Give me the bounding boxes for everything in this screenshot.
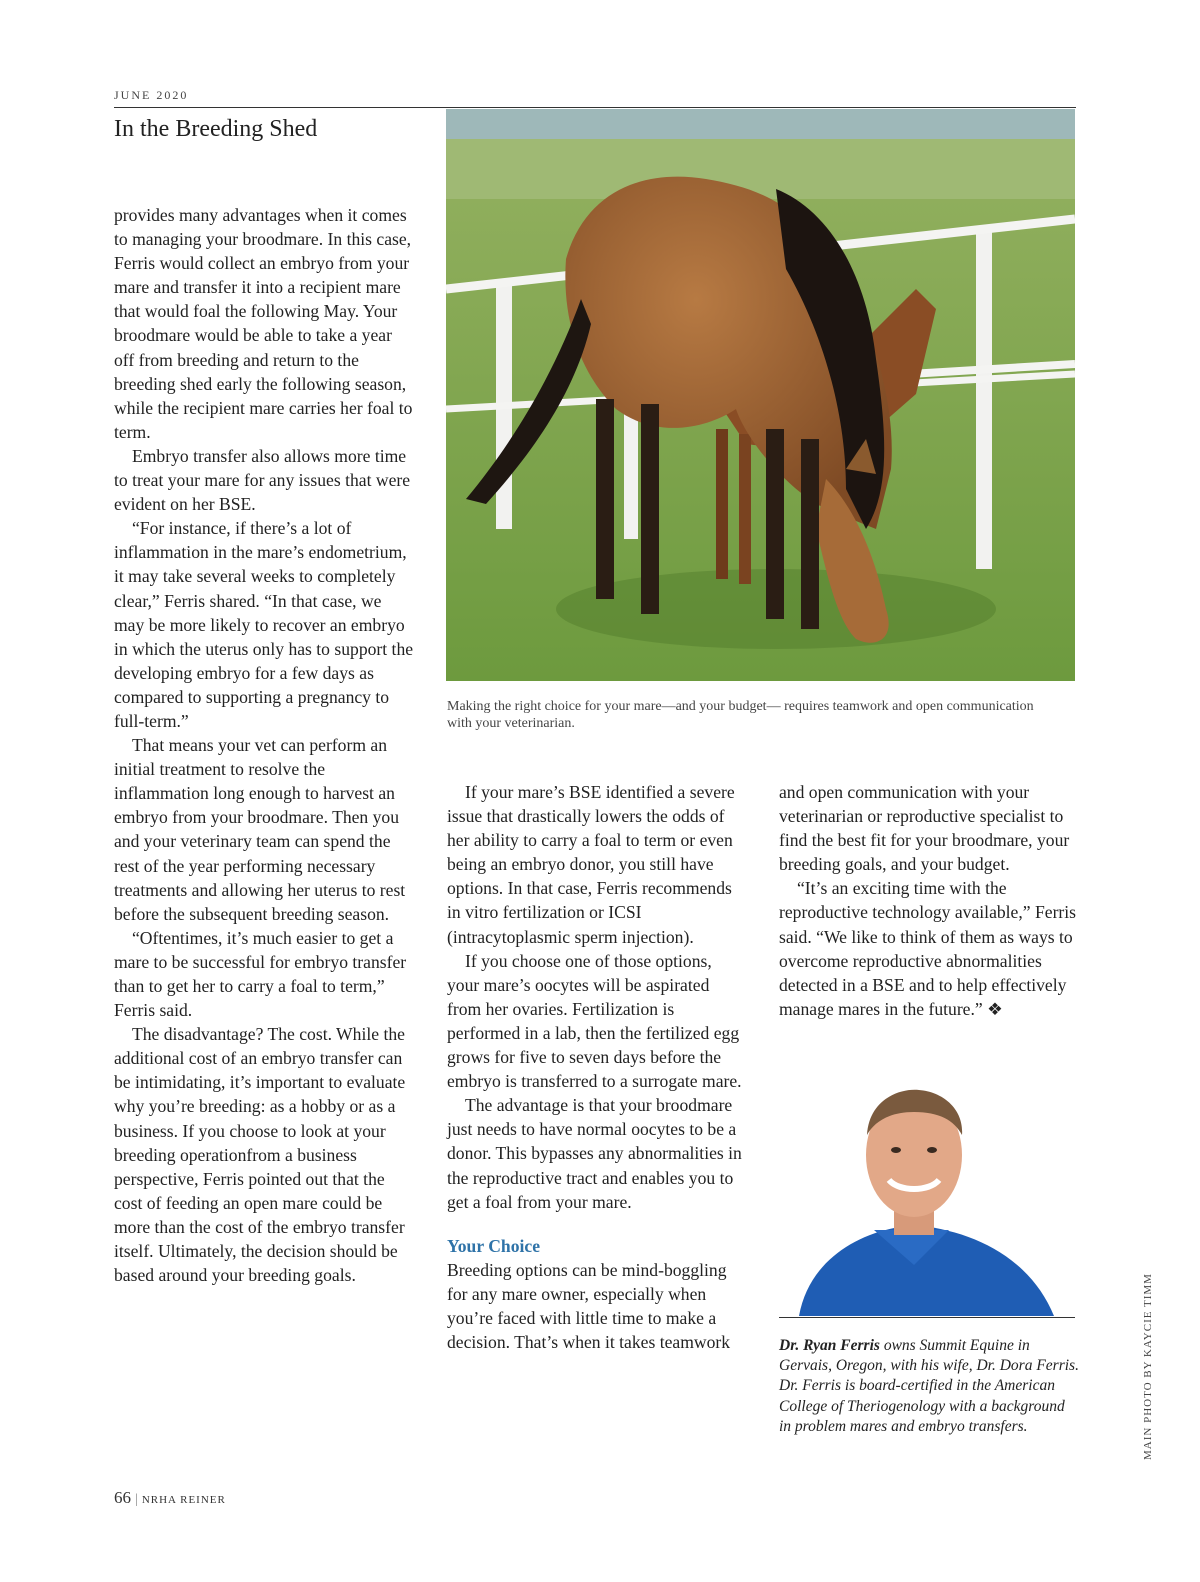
magazine-name: NRHA REINER [141,1494,226,1506]
page-number: 66 [114,1488,131,1507]
main-photo-horses [446,109,1075,681]
paragraph: If you choose one of those options, your mare’s oocytes will be aspirated from her ovaries. Fertilization is performed in a lab, then the fertilized egg grows for five to seven days before the embryo is transferred to a surrogate mare. [447,950,742,1092]
portrait-rule [779,1317,1075,1318]
footer-separator: | [135,1492,138,1507]
paragraph: “For instance, if there’s a lot of inflammation in the mare’s endometrium, it may take several weeks to completely clear,” Ferris shared. “In that case, we may be more likely to recover an embryo in which the uterus only has to support the developing embryo for a few days as compared to supporting a pregnancy to full-term.” [114,518,414,731]
paragraph: “Oftentimes, it’s much easier to get a mare to be successful for embryo transfer than to get her to carry a foal to term,” Ferris said. [114,927,407,1021]
paragraph: Breeding options can be mind-boggling for any mare owner, especially when you’re faced with little time to make a decision. That’s when it takes teamwork [447,1259,731,1353]
bio-text: owns Summit Equine in Gervais, Oregon, with his wife, Dr. Dora Ferris. Dr. Ferris is board-certified in the American College of Theriogenology with a background in problem mares and embryo transfers. [779,1337,1079,1435]
header-rule [114,107,1076,108]
photo-credit: MAIN PHOTO BY KAYCIE TIMM [1142,1273,1154,1460]
paragraph: and open communication with your veterinarian or reproductive specialist to find the best fit for your broodmare, your breeding goals, and your budget. [779,782,1070,875]
issue-date: JUNE 2020 [114,88,189,102]
paragraph: The advantage is that your broodmare just needs to have normal oocytes to be a donor. This bypasses any abnormalities in the reproductive tract and enables you to get a foal from your mare. [447,1095,742,1212]
subheading-your-choice: Your Choice [447,1235,541,1256]
author-bio [779,1336,1079,1437]
section-title: In the Breeding Shed [114,116,318,142]
paragraph: The disadvantage? The cost. While the additional cost of an embryo transfer can be intimidating, it’s important to evaluate why you’re breeding: as a hobby or as a business. If you choose to look at your breeding operationfrom a business perspective, Ferris pointed out that the cost of feeding an open mare could be more than the cost of the embryo transfer itself. Ultimately, the decision should be based around your breeding goals. [114,1024,406,1286]
article-column-3 [779,780,1079,1021]
paragraph: “It’s an exciting time with the reproductive technology available,” Ferris said. “We like to think of them as ways to overcome reproductive abnormalities detected in a BSE and to help effectively manage mares in the future.” ❖ [779,878,1077,1019]
portrait-photo-dr-ferris [779,1080,1075,1316]
article-column-1 [114,203,414,1287]
bio-name: Dr. Ryan Ferris [779,1337,880,1354]
photo-caption: Making the right choice for your mare—and your budget— requires teamwork and open communication with your veterinarian. [447,699,1034,731]
paragraph: That means your vet can perform an initial treatment to resolve the inflammation long enough to harvest an embryo from your broodmare. Then you and your veterinary team can spend the rest of the year performing necessary treatments and allowing her uterus to rest before the subsequent breeding season. [114,735,406,924]
paragraph: If your mare’s BSE identified a severe issue that drastically lowers the odds of her ability to carry a foal to term or even being an embryo donor, you still have options. In that case, Ferris recommends in vitro fertilization or ICSI (intracytoplasmic sperm injection). [447,782,735,947]
page-footer [114,1488,226,1508]
paragraph: provides many advantages when it comes to managing your broodmare. In this case, Ferris would collect an embryo from your mare and transfer it into a recipient mare that would foal the following May. Your broodmare would be able to take a year off from breeding and return to the breeding shed early the following season, while the recipient mare carries her foal to term. [114,205,413,442]
paragraph: Embryo transfer also allows more time to treat your mare for any issues that were evident on her BSE. [114,445,411,515]
article-column-2 [447,780,747,1354]
